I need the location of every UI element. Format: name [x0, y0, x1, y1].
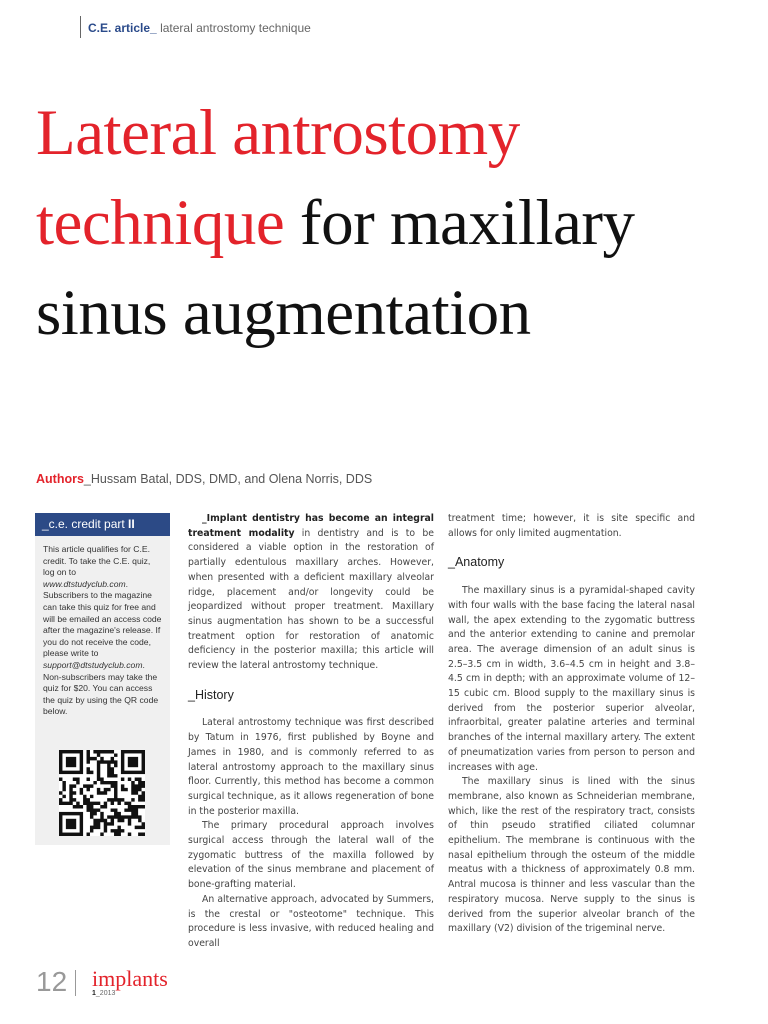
history-p2: The primary procedural approach involves surgical access through the lateral wall of the zygomatic buttress of the maxilla followed by elevation of the sinus membrane and placement of bone-grafting material. — [188, 820, 434, 891]
anatomy-heading: _Anatomy — [448, 555, 505, 570]
ce-text-1: This article qualifies for C.E. credit. To take the C.E. quiz, log on to — [43, 544, 151, 578]
authors-label: Authors — [36, 472, 84, 486]
footer-divider — [75, 970, 76, 996]
history-heading: _History — [188, 687, 234, 702]
ce-heading-part: II — [128, 517, 135, 531]
history-p1: Lateral antrostomy technique was first described by Tatum in 1976, first published by Boyne and James in 1980, and is commonly referred to as lateral antrostomy approach to the maxillary sinus floor. Currently, this method has become a common surgical technique, as it allows regeneration of bone in the posterior maxilla. — [188, 717, 434, 817]
header-rule — [80, 16, 81, 38]
ce-heading-text: _c.e. credit part — [42, 517, 129, 531]
ce-email-link[interactable]: support@dtstudyclub.com — [43, 659, 143, 670]
anatomy-p2: The maxillary sinus is lined with the sinus membrane, also known as Schneiderian membrane, which, like the rest of the respiratory tract, consists of thin pseudo stratified ciliated columnar epithelium. The membrane is continuous with the nasal epithelium through the osteum of the middle meatus with a thickness of approximately 0.8 mm. Antral mucosa is thinner and less vascular than the respiratory mucosa. Nerve supply to the sinus is derived from the superior alveolar branch of the maxillary (V2) division of the trigeminal nerve. — [448, 776, 695, 935]
ce-text-3: . Non-subscribers may take the quiz for $20. You can access the quiz by using the QR code below. — [43, 659, 159, 717]
header-separator: _ — [150, 21, 157, 35]
qr-code-icon[interactable] — [59, 750, 145, 836]
title-red-part: Lateral antrostomy technique — [36, 97, 520, 259]
header-subtitle: lateral antrostomy technique — [160, 21, 311, 35]
issue-year: _2013 — [95, 990, 116, 997]
intro-rest: in dentistry and is to be considered a viable option in the restoration of partially edentulous maxillary arches. However, when presented with a deficient maxillary alveolar ridge, placement and/or longevity could be jeopardized without proper treatment. Maxillary sinus augmentation has shown to be a successful treatment option for restoration of anatomic deficiency in the posterior maxilla; this article will review the lateral antrostomy technique. — [188, 527, 434, 672]
history-p3: An alternative approach, advocated by Summers, is the crestal or "osteotome" technique. This procedure is less invasive, with reduced healing and overall — [188, 893, 434, 949]
title-black-part: for maxillary sinus augmentation — [36, 187, 635, 349]
intro-paragraph — [188, 512, 434, 674]
ce-credit-box — [35, 513, 170, 845]
authors-line — [36, 472, 372, 486]
continued-paragraph: treatment time; however, it is site specific and allows for only limited augmentation. — [448, 513, 695, 539]
issue-label — [92, 990, 115, 997]
article-title — [36, 88, 756, 358]
ce-url-link[interactable]: www.dtstudyclub.com — [43, 578, 126, 589]
magazine-logo: implants — [92, 966, 168, 991]
ce-text-2: . Subscribers to the magazine can take this quiz for free and will be emailed an access code after the magazine's release. If you do not receive the code, please write to — [43, 578, 162, 659]
header-section: C.E. article — [88, 21, 151, 35]
column-1 — [188, 512, 434, 952]
page-number: 12 — [36, 966, 68, 997]
intro-lead: _Implant dentistry has become an integral treatment modality — [188, 513, 434, 539]
anatomy-p1: The maxillary sinus is a pyramidal-shaped cavity with four walls with the base facing the lateral nasal wall, the apex extending to the zygomatic buttress and the anterior extending to canine and premolar area. The average dimension of an adult sinus is 2.5–3.5 cm in width, 3.6–4.5 cm in height and 3.8–4.5 cm in depth; with an approximate volume of 12–15 cubic cm. Blood supply to the maxillary sinus is derived from the posterior superior alveolar, infraorbital, greater palatine arteries and terminal branches of the internal maxillary artery. The extent of pneumatization varies from person to person and increases with age. — [448, 585, 695, 773]
authors-names: _Hussam Batal, DDS, DMD, and Olena Norris, DDS — [83, 472, 373, 486]
running-header — [88, 21, 311, 35]
ce-credit-heading — [35, 513, 170, 536]
issue-number: 1 — [92, 990, 96, 997]
column-2 — [448, 512, 695, 937]
ce-credit-text — [35, 536, 170, 718]
